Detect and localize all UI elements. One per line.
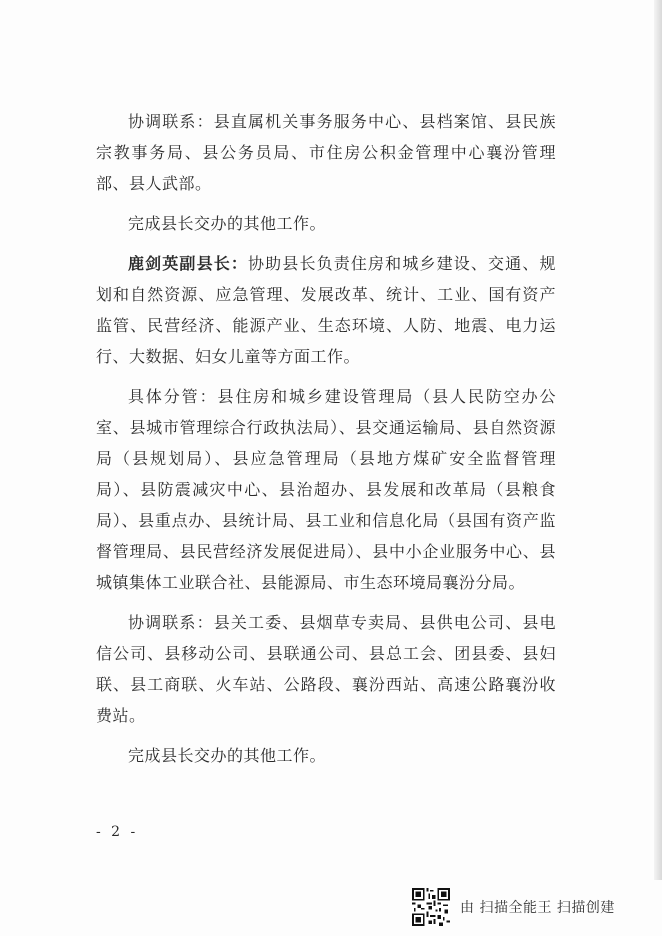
paragraph-text: 协调联系：县关工委、县烟草专卖局、县供电公司、县电信公司、县移动公司、县联通公司、县总工会、团县委、县妇联、县工商联、火车站、公路段、襄汾西站、高速公路襄汾收费站。 <box>96 613 556 725</box>
deputy-name-heading: 鹿剑英副县长： <box>128 254 249 273</box>
document-body <box>96 106 556 771</box>
paragraph-specific-duties <box>96 381 556 598</box>
paragraph-text: 协调联系：县直属机关事务服务中心、县档案馆、县民族宗教事务局、县公务员局、市住房公积金管理中心襄汾管理部、县人武部。 <box>96 112 556 193</box>
paragraph-text: 完成县长交办的其他工作。 <box>128 214 327 233</box>
paragraph-text: 具体分管：县住房和城乡建设管理局（县人民防空办公室、县城市管理综合行政执法局）、县交通运输局、县自然资源局（县规划局）、县应急管理局（县地方煤矿安全监督管理局）、县防震减灾中心、县治超办、县发展和改革局（县粮食局）、县重点办、县统计局、县工业和信息化局（县国有资产监督管理局、县民营经济发展促进局）、县中小企业服务中心、县城镇集体工业联合社、县能源局、市生态环境局襄汾分局。 <box>96 387 556 592</box>
paragraph-coordination-2 <box>96 607 556 731</box>
paragraph-text: 完成县长交办的其他工作。 <box>128 746 327 765</box>
paragraph-coordination-1 <box>96 106 556 199</box>
scanner-watermark <box>412 885 615 929</box>
watermark-text: 由 扫描全能王 扫描创建 <box>460 900 615 916</box>
paragraph-other-work-2 <box>96 740 556 771</box>
paragraph-other-work-1 <box>96 208 556 239</box>
paragraph-deputy-responsibilities <box>96 248 556 372</box>
scan-edge-shadow <box>654 0 662 880</box>
paragraph-text: 协助县长负责住房和城乡建设、交通、规划和自然资源、应急管理、发展改革、统计、工业、国有资产监管、民营经济、能源产业、生态环境、人防、地震、电力运行、大数据、妇女儿童等方面工作。 <box>96 254 556 366</box>
page-number: - 2 - <box>96 824 139 840</box>
qr-code-icon <box>412 888 450 926</box>
